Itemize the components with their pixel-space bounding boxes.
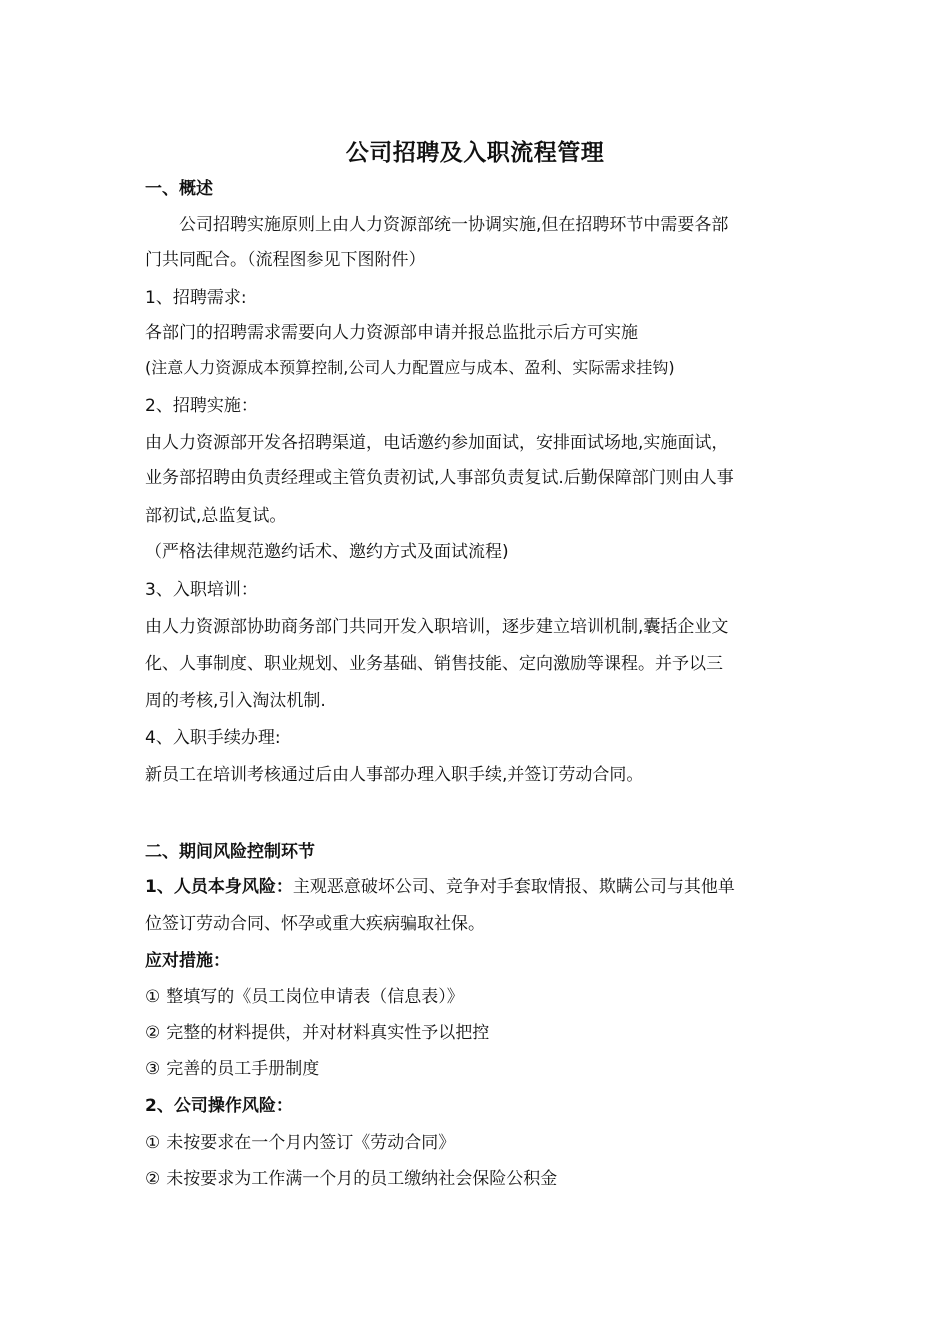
list-text: 完善的员工手册制度 (166, 1059, 320, 1079)
measures-heading: 应对措施： (145, 951, 230, 971)
paragraph: 周的考核,引入淘汰机制. (145, 691, 326, 711)
list-item (145, 984, 815, 1010)
item-heading: 3、入职培训： (145, 580, 258, 600)
paragraph: 各部门的招聘需求需要向人力资源部申请并报总监批示后方可实施 (145, 323, 638, 343)
paragraph: 由人力资源部协助商务部门共同开发入职培训，逐步建立培训机制,囊括企业文 (145, 617, 729, 637)
paragraph: 部初试,总监复试。 (145, 506, 287, 526)
list-item (145, 1056, 815, 1082)
item-heading: 2、招聘实施： (145, 396, 258, 416)
risk-item-2-heading: 2、公司操作风险： (145, 1096, 293, 1116)
list-number: ② (145, 1023, 161, 1043)
list-text: 未按要求为工作满一个月的员工缴纳社会保险公积金 (166, 1169, 558, 1189)
list-item (145, 1166, 815, 1192)
list-text: 完整的材料提供，并对材料真实性予以把控 (166, 1023, 490, 1043)
paragraph: 公司招聘实施原则上由人力资源部统一协调实施,但在招聘环节中需要各部 (179, 215, 729, 235)
item-heading: 1、招聘需求: (145, 288, 247, 308)
paragraph: 位签订劳动合同、怀孕或重大疾病骗取社保。 (145, 914, 485, 934)
list-item (145, 1020, 815, 1046)
list-text: 未按要求在一个月内签订《劳动合同》 (166, 1133, 456, 1153)
risk-text: 主观恶意破坏公司、竞争对手套取情报、欺瞒公司与其他单 (292, 877, 735, 897)
paragraph: 业务部招聘由负责经理或主管负责初试,人事部负责复试.后勤保障部门则由人事 (145, 468, 734, 488)
paragraph: 新员工在培训考核通过后由人事部办理入职手续,并签订劳动合同。 (145, 765, 644, 785)
section-heading-risk-control: 二、期间风险控制环节 (145, 842, 315, 862)
document-title: 公司招聘及入职流程管理 (345, 140, 605, 166)
list-number: ① (145, 987, 161, 1007)
paragraph: 门共同配合。（流程图参见下图附件） (145, 250, 426, 270)
paragraph: 由人力资源部开发各招聘渠道，电话邀约参加面试，安排面试场地,实施面试， (145, 433, 729, 453)
list-text: 整填写的《员工岗位申请表（信息表）》 (166, 987, 464, 1007)
list-number: ① (145, 1133, 161, 1153)
risk-item-1 (145, 874, 815, 900)
list-number: ② (145, 1169, 161, 1189)
list-item (145, 1130, 815, 1156)
section-heading-overview: 一、概述 (145, 179, 213, 199)
paragraph: (注意人力资源成本预算控制,公司人力配置应与成本、盈利、实际需求挂钩) (145, 358, 675, 377)
paragraph: 化、人事制度、职业规划、业务基础、销售技能、定向激励等课程。并予以三 (145, 654, 723, 674)
item-heading: 4、入职手续办理: (145, 728, 281, 748)
list-number: ③ (145, 1059, 161, 1079)
risk-label: 1、人员本身风险： (145, 877, 293, 897)
paragraph: （严格法律规范邀约话术、邀约方式及面试流程) (145, 542, 509, 562)
